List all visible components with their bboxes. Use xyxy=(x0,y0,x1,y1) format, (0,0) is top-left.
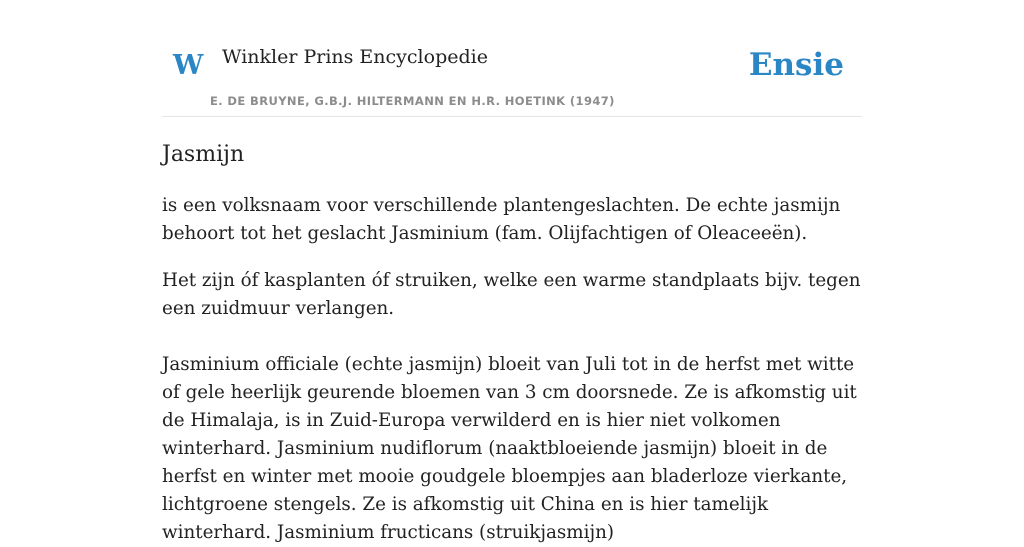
source-header xyxy=(162,0,862,117)
ensie-logo-link[interactable]: Ensie xyxy=(748,47,844,83)
article-title: Jasmijn xyxy=(162,142,245,167)
article-paragraph: is een volksnaam voor verschillende plantengeslachten. De echte jasmijn behoort tot het geslacht Jasminium (fam. Olijfachtigen of Oleaceeën). xyxy=(162,195,841,244)
article-paragraph: Jasminium officiale (echte jasmijn) bloeit van Juli tot in de herfst met witte of gele heerlijk geurende bloemen van 3 cm doorsnede. Ze is afkomstig uit de Himalaja, is in Zuid-Europa verwilderd en is hier niet volkomen winterhard. Jasminium nudiflorum (naaktbloeiende jasmijn) bloeit in de herfst en winter met mooie goudgele bloempjes aan bladerloze vierkante, lichtgroene stengels. Ze is afkomstig uit China en is hier tamelijk winterhard. Jasminium fructicans (struikjasmijn) xyxy=(162,354,857,543)
source-authors: E. DE BRUYNE, G.B.J. HILTERMANN EN H.R. HOETINK (1947) xyxy=(210,94,615,108)
source-title[interactable]: Winkler Prins Encyclopedie xyxy=(222,46,488,68)
source-logo: W xyxy=(173,50,204,81)
article-paragraph: Het zijn óf kasplanten óf struiken, welke een warme standplaats bijv. tegen een zuidmuur verlangen. xyxy=(162,270,861,319)
article xyxy=(162,116,862,547)
